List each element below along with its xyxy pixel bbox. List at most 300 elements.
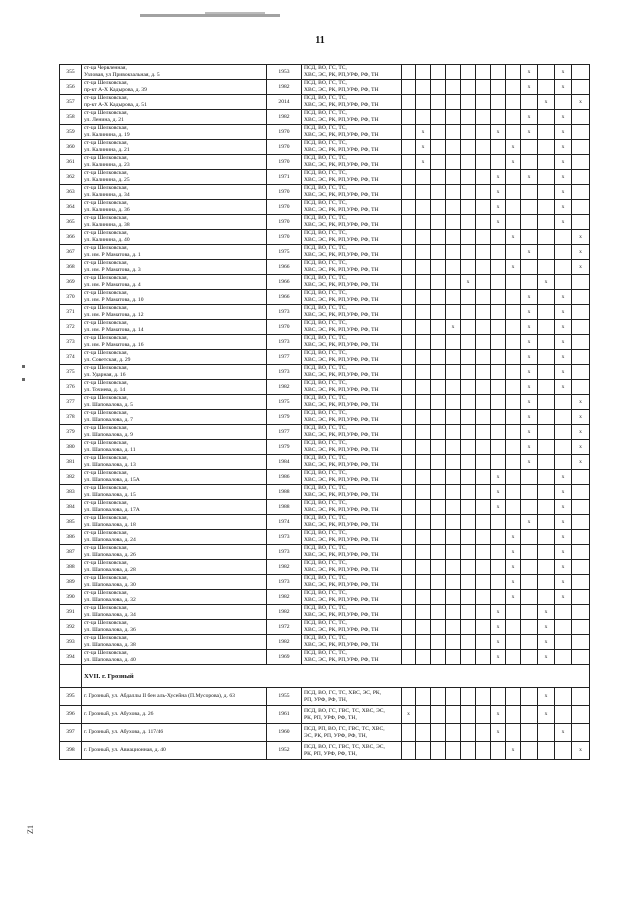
services-cell <box>302 365 402 380</box>
year-cell: 2014 <box>267 95 302 110</box>
year-cell: 1973 <box>267 335 302 350</box>
services-line: ХВС, ЭС, РК, РП,УРФ, РФ, ТН <box>304 222 379 228</box>
address-line: ул. Шаповалова, д. 13 <box>84 462 136 468</box>
mark-cell <box>572 230 590 245</box>
address-line: ул. им. Р Маматова, д. 4 <box>84 282 141 288</box>
mark-cell <box>416 688 431 706</box>
mark-cell <box>521 470 538 485</box>
mark-cell <box>476 335 491 350</box>
mark-cell <box>402 260 416 275</box>
services-cell <box>302 425 402 440</box>
address-cell <box>82 688 267 706</box>
mark-cell <box>431 275 446 290</box>
mark-cell <box>476 410 491 425</box>
mark-cell <box>416 365 431 380</box>
mark-cell <box>416 635 431 650</box>
table-body-shelkovskaya <box>60 65 590 665</box>
services-line: ПСД, ВО, ГС, ТС, <box>304 335 347 341</box>
table-row <box>60 530 590 545</box>
address-cell <box>82 65 267 80</box>
mark-cell <box>416 140 431 155</box>
mark-cell <box>555 245 572 260</box>
services-line: ХВС, ЭС, РК, РП,УРФ, РФ, ТН <box>304 162 379 168</box>
row-number: 359 <box>60 125 82 140</box>
mark-cell <box>446 260 461 275</box>
services-line: ПСД, ВО, ГС, ТС, <box>304 230 347 236</box>
mark-cell <box>402 380 416 395</box>
table-row <box>60 410 590 425</box>
address-line: ул. Калинина, д. 36 <box>84 207 130 213</box>
mark-cell <box>521 170 538 185</box>
mark-cell <box>416 545 431 560</box>
mark-cell <box>446 470 461 485</box>
mark-cell <box>538 455 555 470</box>
mark-cell <box>476 350 491 365</box>
mark-cell <box>461 706 476 724</box>
table-body-grozny <box>60 688 590 760</box>
mark-x: x <box>561 128 565 135</box>
mark-x: x <box>527 293 531 300</box>
mark-cell <box>506 290 521 305</box>
mark-cell <box>506 125 521 140</box>
mark-cell <box>446 545 461 560</box>
year-cell: 1973 <box>267 365 302 380</box>
mark-cell <box>521 110 538 125</box>
mark-cell <box>555 635 572 650</box>
address-line: г. Грозный, ул. Абдаллы II бен аль-Хусейна (П.Мусорова), д. 63 <box>84 693 235 699</box>
row-number: 364 <box>60 200 82 215</box>
address-line: ст-ца Шелковская, <box>84 170 128 176</box>
row-number: 372 <box>60 320 82 335</box>
year-cell: 1982 <box>267 380 302 395</box>
mark-cell <box>431 65 446 80</box>
mark-cell <box>476 245 491 260</box>
mark-cell <box>461 425 476 440</box>
mark-cell <box>506 305 521 320</box>
address-line: ул. Шаповалова, д. 9 <box>84 432 133 438</box>
mark-cell <box>491 80 506 95</box>
mark-cell <box>572 706 590 724</box>
mark-cell <box>476 260 491 275</box>
mark-cell <box>538 320 555 335</box>
services-line: ХВС, ЭС, РК, РП,УРФ, РФ, ТН <box>304 102 379 108</box>
mark-x: x <box>421 143 425 150</box>
address-cell <box>82 605 267 620</box>
mark-cell <box>506 320 521 335</box>
mark-cell <box>521 155 538 170</box>
mark-cell <box>446 275 461 290</box>
mark-cell <box>538 545 555 560</box>
mark-cell <box>402 470 416 485</box>
services-line: ПСД, ВО, ГС, ТС, <box>304 95 347 101</box>
mark-cell <box>446 200 461 215</box>
mark-cell <box>461 560 476 575</box>
address-line: ул. Шаповалова, д. 38 <box>84 642 136 648</box>
mark-cell <box>506 140 521 155</box>
mark-cell <box>491 155 506 170</box>
year-cell: 1969 <box>267 650 302 665</box>
mark-cell <box>555 230 572 245</box>
mark-cell <box>431 515 446 530</box>
mark-cell <box>402 140 416 155</box>
mark-x: x <box>544 623 548 630</box>
mark-x: x <box>561 158 565 165</box>
mark-cell <box>431 724 446 742</box>
address-line: ст-ца Шелковская, <box>84 455 128 461</box>
row-number: 374 <box>60 350 82 365</box>
mark-cell <box>521 590 538 605</box>
mark-cell <box>402 455 416 470</box>
mark-cell <box>416 95 431 110</box>
services-cell <box>302 410 402 425</box>
mark-cell <box>461 530 476 545</box>
mark-x: x <box>579 98 582 105</box>
mark-cell <box>538 260 555 275</box>
mark-cell <box>521 706 538 724</box>
mark-cell <box>521 95 538 110</box>
address-line: ул. Калинина, д. 25 <box>84 177 130 183</box>
year-cell: 1979 <box>267 410 302 425</box>
mark-cell <box>431 245 446 260</box>
services-line: ХВС, ЭС, РК, РП,УРФ, РФ, ТН <box>304 417 379 423</box>
mark-cell <box>521 125 538 140</box>
mark-cell <box>461 80 476 95</box>
mark-cell <box>402 485 416 500</box>
address-line: ст-ца Шелковская, <box>84 80 128 86</box>
address-line: ст-ца Шелковская, <box>84 200 128 206</box>
services-line: ПСД, ВО, ГС, ТС, <box>304 245 347 251</box>
mark-cell <box>555 590 572 605</box>
row-number: 361 <box>60 155 82 170</box>
mark-cell <box>431 155 446 170</box>
mark-cell <box>416 650 431 665</box>
address-line: ул. Советская, д. 29 <box>84 357 131 363</box>
mark-cell <box>555 185 572 200</box>
address-cell <box>82 185 267 200</box>
mark-cell <box>538 425 555 440</box>
address-cell <box>82 590 267 605</box>
mark-cell <box>491 605 506 620</box>
services-line: ХВС, ЭС, РК, РП,УРФ, РФ, ТН <box>304 522 379 528</box>
mark-cell <box>461 605 476 620</box>
services-line: ХВС, ЭС, РК, РП,УРФ, РФ, ТН <box>304 357 379 363</box>
mark-cell <box>521 245 538 260</box>
mark-cell <box>431 500 446 515</box>
mark-cell <box>506 200 521 215</box>
mark-cell <box>555 290 572 305</box>
services-line: РП, УРФ, РФ, ТН, <box>304 696 348 703</box>
services-line: ПСД, ВО, ГС, ТС, <box>304 485 347 491</box>
mark-cell <box>431 395 446 410</box>
mark-cell <box>416 706 431 724</box>
mark-cell <box>402 335 416 350</box>
services-cell <box>302 155 402 170</box>
table-row <box>60 65 590 80</box>
mark-cell <box>491 290 506 305</box>
table-row <box>60 425 590 440</box>
mark-cell <box>476 500 491 515</box>
mark-x: x <box>561 203 565 210</box>
address-line: ул. им. Р Маматова, д. 12 <box>84 312 144 318</box>
mark-cell <box>402 350 416 365</box>
scan-artifact <box>205 12 265 14</box>
services-line: ХВС, ЭС, РК, РП,УРФ, РФ, ТН <box>304 567 379 573</box>
mark-cell <box>538 290 555 305</box>
mark-cell <box>491 200 506 215</box>
mark-cell <box>506 530 521 545</box>
mark-cell <box>476 688 491 706</box>
mark-x: x <box>496 188 500 195</box>
year-cell: 1977 <box>267 425 302 440</box>
mark-cell <box>572 455 590 470</box>
mark-cell <box>431 335 446 350</box>
side-mark: Z1 <box>25 825 35 834</box>
mark-cell <box>491 620 506 635</box>
mark-cell <box>446 185 461 200</box>
services-cell <box>302 95 402 110</box>
address-line: ст-ца Шелковская, <box>84 260 128 266</box>
mark-cell <box>538 500 555 515</box>
table-row <box>60 635 590 650</box>
services-line: ПСД, ВО, ГС, ТС, <box>304 620 347 626</box>
mark-cell <box>446 455 461 470</box>
services-line: ПСД, ВО, ГС, ТС, <box>304 140 347 146</box>
scan-artifact <box>140 14 280 17</box>
services-line: ХВС, ЭС, РК, РП,УРФ, РФ, ТН <box>304 597 379 603</box>
mark-x: x <box>561 293 565 300</box>
mark-cell <box>476 380 491 395</box>
services-cell <box>302 305 402 320</box>
mark-cell <box>431 470 446 485</box>
mark-x: x <box>561 563 565 570</box>
services-line: ПСД, ВО, ГС, ТС, <box>304 80 347 86</box>
mark-cell <box>506 170 521 185</box>
mark-cell <box>572 155 590 170</box>
services-cell <box>302 275 402 290</box>
mark-cell <box>506 80 521 95</box>
mark-cell <box>431 620 446 635</box>
year-cell: 1979 <box>267 440 302 455</box>
mark-x: x <box>561 383 565 390</box>
year-cell: 1977 <box>267 350 302 365</box>
mark-cell <box>476 290 491 305</box>
mark-cell <box>506 742 521 760</box>
mark-cell <box>572 500 590 515</box>
mark-cell <box>446 425 461 440</box>
services-line: ПСД, ВО, ГС, ТС, <box>304 260 347 266</box>
mark-x: x <box>579 233 582 240</box>
mark-x: x <box>527 128 531 135</box>
mark-cell <box>446 724 461 742</box>
services-cell <box>302 635 402 650</box>
mark-cell <box>431 200 446 215</box>
mark-cell <box>572 545 590 560</box>
mark-cell <box>538 605 555 620</box>
services-cell <box>302 688 402 706</box>
mark-cell <box>446 110 461 125</box>
services-line: ПСД, ВО, ГС, ТС, <box>304 320 347 326</box>
mark-cell <box>521 410 538 425</box>
year-cell: 1970 <box>267 155 302 170</box>
mark-cell <box>572 425 590 440</box>
services-line: ПСД, ВО, ГС, ТС, <box>304 305 347 311</box>
services-cell <box>302 200 402 215</box>
services-cell <box>302 590 402 605</box>
address-cell <box>82 335 267 350</box>
table-row <box>60 560 590 575</box>
mark-x: x <box>579 443 582 450</box>
address-line: ст-ца Шелковская, <box>84 95 128 101</box>
mark-cell <box>506 688 521 706</box>
table-row <box>60 260 590 275</box>
mark-x: x <box>579 248 582 255</box>
address-cell <box>82 110 267 125</box>
address-cell <box>82 560 267 575</box>
services-line: ПСД, ВО, ГС, ТС, <box>304 185 347 191</box>
services-cell <box>302 515 402 530</box>
mark-x: x <box>544 711 548 717</box>
services-cell <box>302 545 402 560</box>
mark-x: x <box>561 368 565 375</box>
mark-cell <box>446 650 461 665</box>
table-row <box>60 470 590 485</box>
services-cell <box>302 440 402 455</box>
mark-cell <box>491 590 506 605</box>
mark-cell <box>572 110 590 125</box>
services-line: ХВС, ЭС, РК, РП,УРФ, РФ, ТН <box>304 297 379 303</box>
mark-cell <box>521 650 538 665</box>
services-line: ПСД, ВО, ГС, ТС, <box>304 410 347 416</box>
mark-cell <box>521 425 538 440</box>
mark-cell <box>555 560 572 575</box>
mark-cell <box>416 575 431 590</box>
mark-cell <box>431 140 446 155</box>
mark-cell <box>476 215 491 230</box>
mark-x: x <box>561 338 565 345</box>
mark-x: x <box>496 128 500 135</box>
mark-cell <box>476 110 491 125</box>
mark-cell <box>538 620 555 635</box>
mark-cell <box>491 440 506 455</box>
mark-cell <box>431 425 446 440</box>
mark-cell <box>491 245 506 260</box>
row-number: 380 <box>60 440 82 455</box>
address-line: ул. им. Р Маматова, д. 3 <box>84 267 141 273</box>
mark-x: x <box>544 608 548 615</box>
row-number: 360 <box>60 140 82 155</box>
row-number: 379 <box>60 425 82 440</box>
address-line: ул. Шаповалова, д. 30 <box>84 582 136 588</box>
mark-cell <box>431 260 446 275</box>
mark-cell <box>506 650 521 665</box>
mark-cell <box>461 305 476 320</box>
mark-cell <box>476 140 491 155</box>
mark-cell <box>521 185 538 200</box>
mark-cell <box>491 545 506 560</box>
address-cell <box>82 500 267 515</box>
mark-cell <box>491 470 506 485</box>
table-row <box>60 742 590 760</box>
mark-cell <box>461 95 476 110</box>
mark-cell <box>476 170 491 185</box>
mark-cell <box>521 688 538 706</box>
mark-cell <box>491 455 506 470</box>
address-cell <box>82 215 267 230</box>
address-cell <box>82 350 267 365</box>
mark-x: x <box>579 263 582 270</box>
mark-cell <box>416 440 431 455</box>
mark-x: x <box>561 578 565 585</box>
mark-cell <box>402 635 416 650</box>
mark-cell <box>555 125 572 140</box>
mark-cell <box>506 155 521 170</box>
services-line: ХВС, ЭС, РК, РП,УРФ, РФ, ТН <box>304 477 379 483</box>
mark-cell <box>491 425 506 440</box>
services-line: ХВС, ЭС, РК, РП,УРФ, РФ, ТН <box>304 507 379 513</box>
mark-cell <box>538 350 555 365</box>
mark-cell <box>506 215 521 230</box>
mark-cell <box>491 260 506 275</box>
year-cell: 1970 <box>267 320 302 335</box>
mark-cell <box>446 530 461 545</box>
mark-cell <box>402 515 416 530</box>
mark-cell <box>446 365 461 380</box>
mark-cell <box>555 545 572 560</box>
address-cell <box>82 530 267 545</box>
mark-cell <box>446 706 461 724</box>
mark-cell <box>538 95 555 110</box>
mark-cell <box>521 365 538 380</box>
services-line: РК, РП, УРФ, РФ, ТН, <box>304 750 357 757</box>
year-cell: 1973 <box>267 305 302 320</box>
address-cell <box>82 80 267 95</box>
mark-cell <box>402 688 416 706</box>
address-cell <box>82 140 267 155</box>
mark-cell <box>538 140 555 155</box>
mark-cell <box>402 95 416 110</box>
mark-cell <box>572 350 590 365</box>
mark-cell <box>555 260 572 275</box>
services-line: ПСД, ВО, ГС, ТС, <box>304 440 347 446</box>
mark-cell <box>555 455 572 470</box>
row-number: 394 <box>60 650 82 665</box>
mark-cell <box>461 688 476 706</box>
address-line: ст-ца Шелковская, <box>84 410 128 416</box>
mark-cell <box>446 350 461 365</box>
mark-cell <box>476 440 491 455</box>
services-line: ПСД, ВО, ГС, ГВС, ТС, ХВС, ЭС, <box>304 707 385 714</box>
mark-cell <box>476 530 491 545</box>
mark-cell <box>476 742 491 760</box>
row-number: 365 <box>60 215 82 230</box>
mark-cell <box>416 305 431 320</box>
mark-cell <box>506 590 521 605</box>
mark-cell <box>461 515 476 530</box>
mark-x: x <box>561 308 565 315</box>
mark-cell <box>521 530 538 545</box>
mark-cell <box>476 80 491 95</box>
mark-cell <box>538 515 555 530</box>
mark-cell <box>461 65 476 80</box>
address-line: ст-ца Шелковская, <box>84 635 128 641</box>
services-line: ХВС, ЭС, РК, РП,УРФ, РФ, ТН <box>304 462 379 468</box>
mark-x: x <box>496 218 500 225</box>
mark-cell <box>461 650 476 665</box>
mark-cell <box>402 290 416 305</box>
address-cell <box>82 290 267 305</box>
mark-cell <box>461 365 476 380</box>
mark-cell <box>506 560 521 575</box>
